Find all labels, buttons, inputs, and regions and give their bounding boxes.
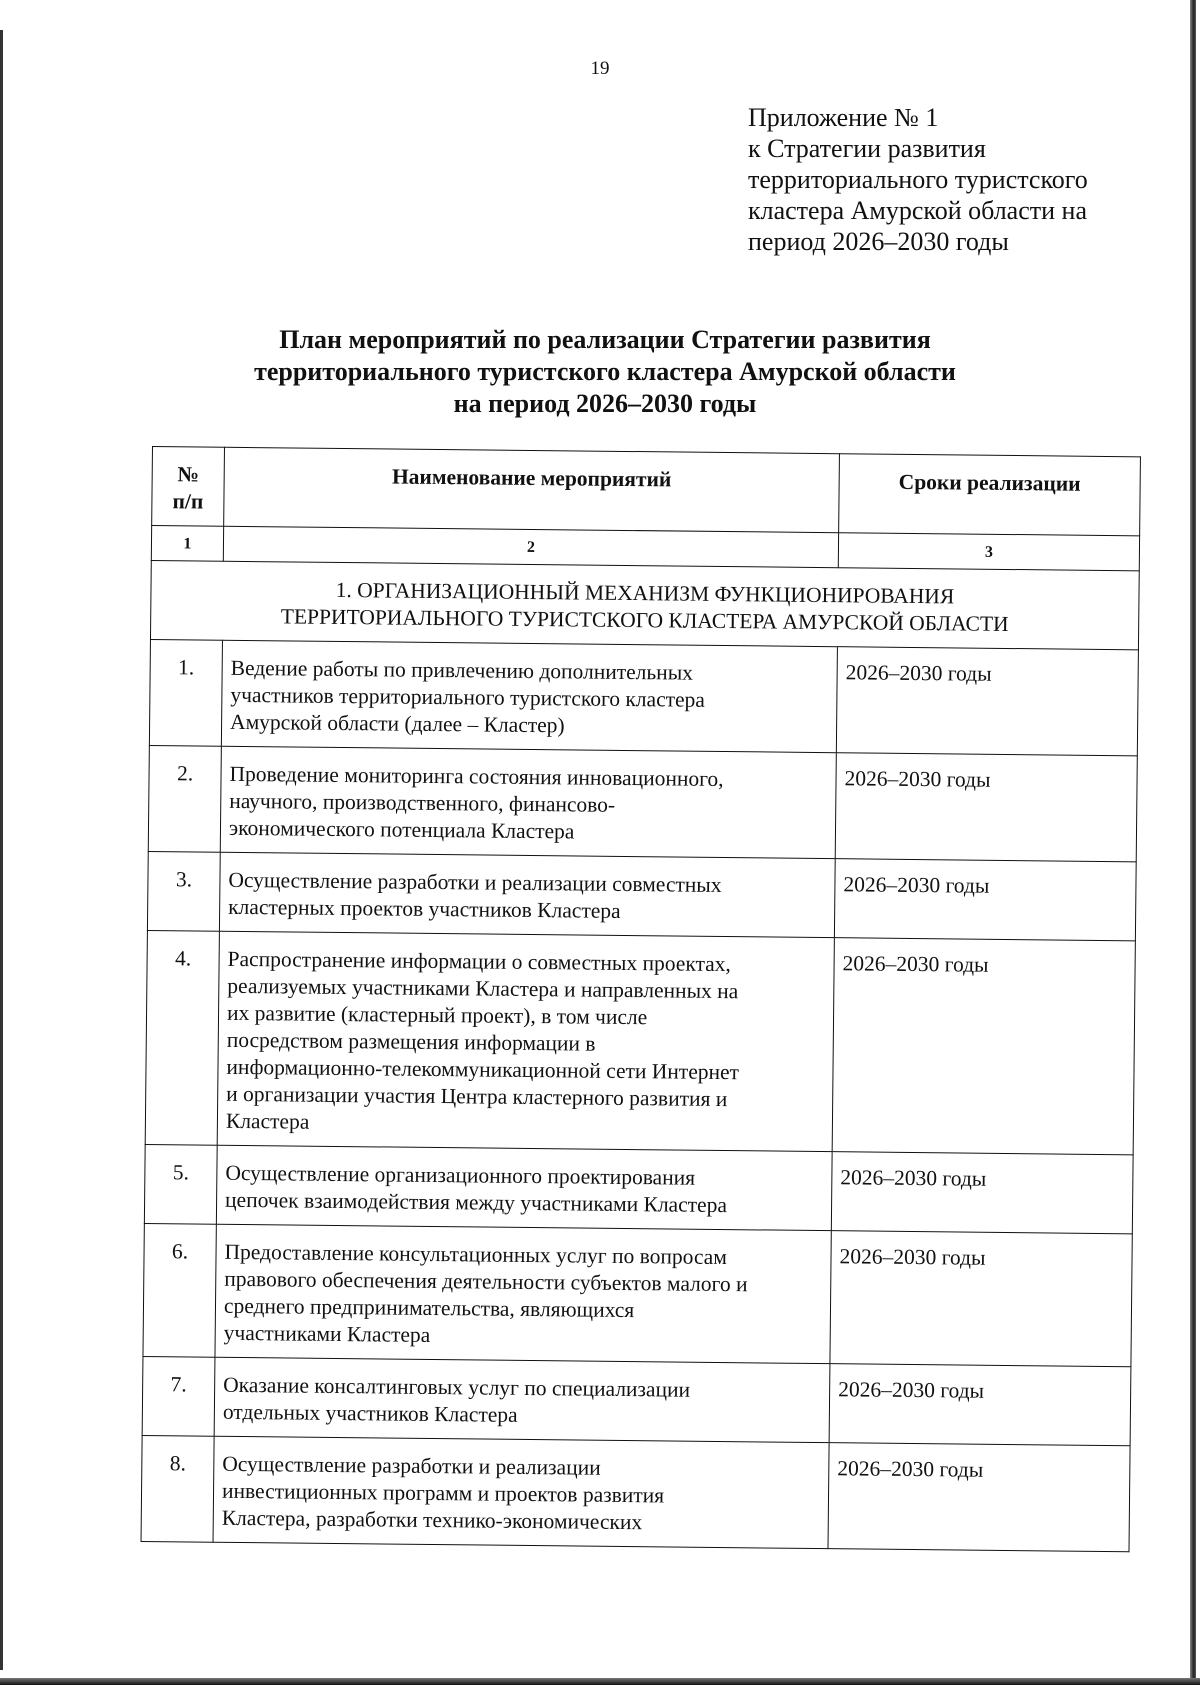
- table-row: [147, 851, 1136, 940]
- activity-name-line: цепочек взаимодействия между участниками Кластера: [224, 1187, 728, 1218]
- activity-name-line: инвестиционных программ и проектов развития: [221, 1478, 665, 1508]
- row-number: 2.: [148, 745, 221, 852]
- activity-name-line: Осуществление организационного проектирования: [225, 1160, 696, 1190]
- row-activity-name: [221, 640, 837, 752]
- row-term: 2026–2030 годы: [834, 859, 1136, 941]
- row-term: 2026–2030 годы: [836, 647, 1138, 756]
- row-term: 2026–2030 годы: [835, 753, 1137, 862]
- table-row: [149, 639, 1138, 755]
- scan-edge-right: [1190, 0, 1196, 1685]
- header-term: Сроки реализации: [839, 454, 1141, 536]
- row-term: 2026–2030 годы: [830, 1231, 1132, 1367]
- activity-name-line: Осуществление разработки и реализации: [222, 1451, 601, 1480]
- section-row: [150, 560, 1139, 649]
- activity-name-line: Предоставление консультационных услуг по вопросам: [224, 1239, 728, 1270]
- plan-title-line: территориального туристского кластера Амурской области: [254, 357, 956, 386]
- appendix-line: кластера Амурской области на: [748, 196, 1087, 225]
- activity-name-line: участниками Кластера: [223, 1320, 431, 1347]
- activity-name-line: среднего предпринимательства, являющихся: [223, 1293, 635, 1323]
- header-num-line2: п/п: [172, 489, 204, 514]
- row-activity-name: [214, 1357, 830, 1442]
- row-activity-name: [217, 931, 834, 1151]
- column-number: 2: [223, 526, 838, 567]
- header-num-line1: №: [177, 462, 200, 487]
- row-activity-name: [213, 1436, 829, 1548]
- activity-name-line: научного, производственного, финансово-: [229, 788, 616, 817]
- table-row: [148, 745, 1137, 861]
- row-term: 2026–2030 годы: [832, 938, 1135, 1155]
- table-row: [142, 1356, 1131, 1445]
- row-activity-name: [215, 1224, 831, 1363]
- plan-table: [141, 446, 1141, 1552]
- row-term: 2026–2030 годы: [828, 1443, 1130, 1552]
- table-row: [145, 930, 1135, 1154]
- row-number: 5.: [144, 1144, 217, 1224]
- activity-name-line: экономического потенциала Кластера: [228, 815, 575, 844]
- activity-name-line: Оказание консалтинговых услуг по специализации: [223, 1372, 691, 1402]
- activity-name-line: их развитие (кластерный проект), в том числе: [226, 1000, 648, 1030]
- row-number: 1.: [149, 639, 222, 746]
- plan-title-line: План мероприятий по реализации Стратегии развития: [279, 325, 931, 354]
- header-name: Наименование мероприятий: [224, 447, 840, 532]
- table-header-row: [152, 447, 1141, 536]
- row-term: 2026–2030 годы: [831, 1152, 1133, 1234]
- appendix-line: к Стратегии развития: [748, 134, 986, 163]
- row-number: 3.: [147, 851, 220, 931]
- appendix-line: период 2026–2030 годы: [748, 227, 1009, 256]
- row-number: 4.: [145, 930, 219, 1145]
- table-row: [144, 1144, 1133, 1233]
- row-number: 7.: [142, 1356, 215, 1436]
- activity-name-line: Амурской области (далее – Кластер): [229, 709, 565, 738]
- activity-name-line: Кластера: [225, 1108, 310, 1134]
- activity-name-line: отдельных участников Кластера: [222, 1399, 518, 1427]
- scan-edge-left: [0, 30, 3, 1670]
- activity-name-line: Кластера, разработки технико-экономических: [221, 1505, 643, 1535]
- row-activity-name: [216, 1145, 832, 1230]
- section-heading: [150, 560, 1139, 649]
- activity-name-line: информационно-телекоммуникационной сети Интернет: [226, 1054, 740, 1085]
- activity-name-line: участников территориального туристского кластера: [230, 682, 706, 712]
- activity-name-line: и организации участия Центра кластерного развития и: [226, 1081, 728, 1112]
- header-num: [152, 447, 225, 527]
- activity-name-line: посредством размещения информации в: [226, 1027, 596, 1056]
- activity-name-line: Осуществление разработки и реализации совместных: [228, 867, 722, 897]
- section-heading-line: ТЕРРИТОРИАЛЬНОГО ТУРИСТСКОГО КЛАСТЕРА АМУРСКОЙ ОБЛАСТИ: [280, 604, 1009, 636]
- activity-name-line: правового обеспечения деятельности субъектов малого и: [224, 1266, 748, 1297]
- plan-title: [150, 324, 1060, 420]
- appendix-line: территориального туристского: [748, 165, 1088, 194]
- activity-name-line: реализуемых участниками Кластера и направленных на: [227, 973, 739, 1004]
- row-term: 2026–2030 годы: [829, 1364, 1131, 1446]
- table-row: [141, 1435, 1130, 1551]
- plan-rows: [141, 639, 1138, 1551]
- column-number: 1: [151, 526, 223, 562]
- appendix-line: Приложение № 1: [748, 103, 939, 132]
- activity-name-line: кластерных проектов участников Кластера: [228, 894, 621, 923]
- row-number: 8.: [141, 1435, 214, 1542]
- scan-edge-bottom: [0, 1678, 1200, 1685]
- plan-title-line: на период 2026–2030 годы: [453, 389, 757, 418]
- row-number: 6.: [143, 1223, 216, 1357]
- column-number: 3: [838, 533, 1139, 571]
- page-number: 19: [590, 58, 610, 79]
- activity-name-line: Ведение работы по привлечению дополнительных: [230, 655, 694, 685]
- appendix-note: [748, 102, 1168, 257]
- section-heading-line: 1. ОРГАНИЗАЦИОННЫЙ МЕХАНИЗМ ФУНКЦИОНИРОВАНИЯ: [335, 577, 955, 609]
- row-activity-name: [220, 746, 836, 858]
- table-row: [143, 1223, 1132, 1366]
- row-activity-name: [219, 852, 835, 937]
- activity-name-line: Проведение мониторинга состояния инновационного,: [229, 761, 724, 792]
- activity-name-line: Распространение информации о совместных проектах,: [227, 946, 732, 977]
